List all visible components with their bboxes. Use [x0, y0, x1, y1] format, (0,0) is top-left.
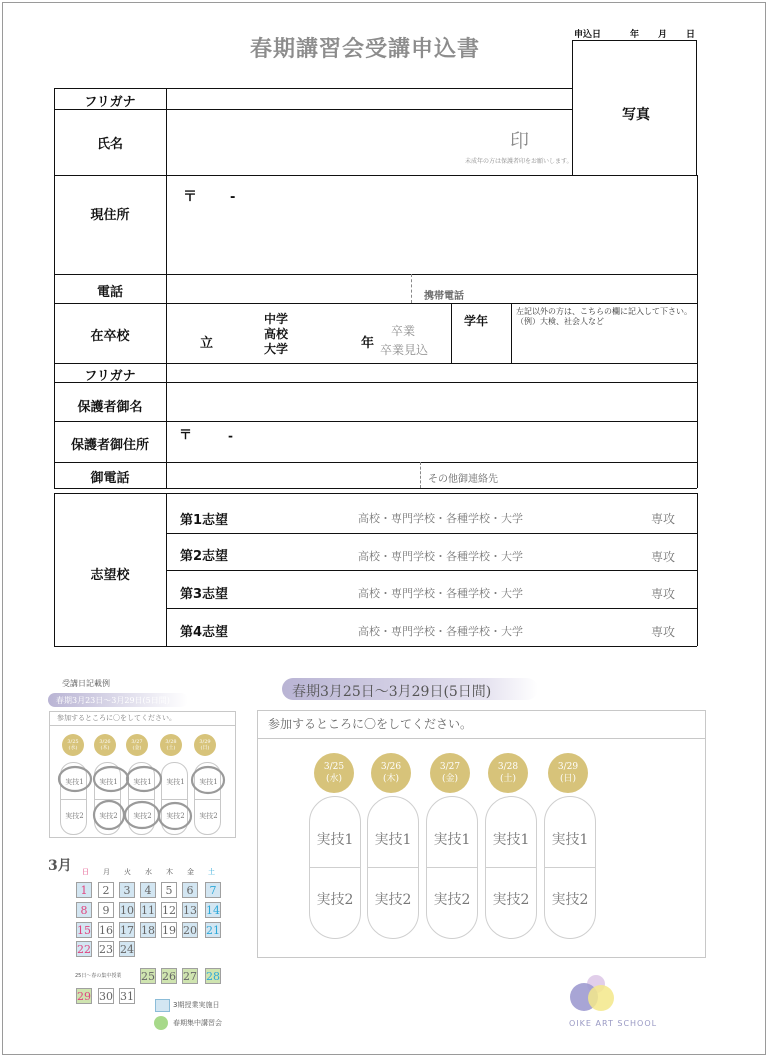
school-type-options[interactable]: [264, 312, 288, 357]
school-ritsu: 立: [200, 336, 214, 351]
guardian-address-field[interactable]: [167, 422, 696, 461]
cal-day: 16: [99, 924, 113, 937]
cal-day: 3: [119, 882, 135, 898]
example-mark: [127, 767, 161, 791]
example-mark: [125, 802, 159, 828]
postal-mark: 〒: [183, 189, 197, 205]
choice-3-major: 専攻: [651, 587, 676, 601]
example-slot-col-4: 実技1 実技2: [161, 762, 188, 835]
logo-mark-icon: [565, 970, 625, 1020]
cal-day: 7: [205, 882, 221, 898]
choice-3-types[interactable]: 高校・専門学校・各種学校・大学: [358, 587, 523, 600]
guardian-phone-field[interactable]: [167, 463, 419, 487]
slot-2-day-5[interactable]: 実技2: [551, 892, 589, 908]
example-circle-marks: [55, 760, 240, 842]
date-label: 申込日: [574, 30, 602, 40]
example-slot-col-2: 実技1 実技2: [94, 762, 121, 835]
day-3: 3/27 (金): [430, 753, 470, 793]
cal-day: 28: [206, 970, 220, 983]
intensive-label: 25日〜春の集中授業: [75, 973, 122, 979]
date-month: 月: [658, 30, 668, 40]
mobile-label: 携帯電話: [424, 291, 464, 302]
cal-day: 27: [183, 970, 197, 983]
slot-2-day-1[interactable]: 実技2: [316, 892, 354, 908]
example-period: 春期3月23日～3月29日(5日間): [56, 696, 170, 705]
furigana-label: フリガナ: [84, 95, 136, 110]
example-slot-col-5: 実技1 実技2: [194, 762, 221, 835]
other-contact-label: その他御連絡先: [428, 474, 498, 485]
slot-column-5: [544, 796, 596, 939]
example-mark: [192, 767, 224, 793]
application-date: [574, 27, 696, 39]
attendance-instruction: 参加するところに〇をしてください。: [268, 717, 473, 731]
day-2: 3/26 (木): [371, 753, 411, 793]
day-5: 3/29 (日): [548, 753, 588, 793]
example-day-3: 3/27 (金): [126, 734, 148, 756]
school-type-middle: 中学: [264, 312, 289, 326]
mobile-field[interactable]: [412, 275, 696, 302]
cal-day: 18: [141, 924, 155, 937]
slot-1-day-3[interactable]: 実技1: [433, 832, 471, 848]
cal-day: 8: [76, 902, 92, 918]
furigana-field[interactable]: [167, 89, 571, 108]
cal-day: 6: [182, 882, 198, 898]
guardian-name-field[interactable]: [167, 383, 696, 420]
example-mark: [159, 803, 191, 829]
guardian-address-label: 保護者御住所: [70, 438, 149, 453]
legend-intensive-swatch: [154, 1016, 168, 1030]
example-mark: [94, 767, 128, 791]
school-year-mark: 年: [361, 336, 375, 351]
phone-field[interactable]: [167, 275, 410, 302]
choice-4-label: 第4志望: [180, 625, 229, 640]
choice-2-label: 第2志望: [180, 549, 229, 564]
cal-day: 11: [141, 904, 155, 917]
cal-day: 22: [77, 943, 91, 956]
cal-day: 5: [161, 882, 177, 898]
cal-day: 12: [162, 904, 176, 917]
dow-sat: 土: [208, 868, 215, 876]
address-label: 現住所: [90, 208, 130, 223]
slot-1-day-5[interactable]: 実技1: [551, 832, 589, 848]
legend-intensive-label: 春期集中講習会: [173, 1019, 222, 1027]
slot-column-1: [309, 796, 361, 939]
legend-regular-swatch: [155, 999, 170, 1012]
choice-2-major: 専攻: [651, 550, 676, 564]
example-slot-col-3: 実技1 実技2: [128, 762, 155, 835]
other-contact-field[interactable]: [421, 463, 696, 487]
grade-label: 学年: [464, 314, 489, 328]
photo-label: 写真: [622, 107, 650, 123]
cal-day: 10: [120, 904, 134, 917]
slot-2-day-3[interactable]: 実技2: [433, 892, 471, 908]
slot-1-day-1[interactable]: 実技1: [316, 832, 354, 848]
dow-tue: 火: [124, 868, 131, 876]
choice-1-types[interactable]: 高校・専門学校・各種学校・大学: [358, 512, 523, 525]
cal-day: 31: [120, 990, 134, 1003]
guardian-furigana-field[interactable]: [167, 364, 696, 381]
choice-1-label: 第1志望: [180, 513, 229, 528]
choice-2-types[interactable]: 高校・専門学校・各種学校・大学: [358, 550, 523, 563]
seal-mark: 印: [510, 130, 530, 152]
cal-day: 9: [98, 902, 114, 918]
guardian-name-label: 保護者御名: [77, 400, 143, 415]
cal-day: 30: [99, 990, 113, 1003]
choices-label: 志望校: [90, 568, 130, 583]
choice-4-types[interactable]: 高校・専門学校・各種学校・大学: [358, 625, 523, 638]
other-note: 左記以外の方は、こちらの欄に記入して下さい。（例）大検、社会人など: [516, 307, 692, 326]
school-type-university: 大学: [264, 342, 289, 356]
cal-day: 2: [98, 882, 114, 898]
date-year: 年: [630, 30, 640, 40]
example-instruction: 参加するところに〇をしてください。: [57, 714, 176, 722]
address-field[interactable]: [167, 176, 696, 273]
example-day-1: 3/25 (水): [62, 734, 84, 756]
slot-column-2: [367, 796, 419, 939]
cal-day: 24: [120, 943, 134, 956]
dow-wed: 水: [145, 868, 152, 876]
guardian-postal-dash: -: [228, 429, 233, 443]
example-mark: [94, 801, 124, 829]
choice-3-label: 第3志望: [180, 587, 229, 602]
phone-label: 電話: [96, 285, 123, 300]
cal-day: 14: [206, 904, 220, 917]
page-title: 春期講習会受講申込書: [250, 37, 481, 62]
cal-day: 15: [77, 924, 91, 937]
example-slot-col-1: 実技1 実技2: [60, 762, 87, 835]
grade-field[interactable]: [452, 304, 510, 362]
slot-column-4: [485, 796, 537, 939]
cal-day: 25: [141, 970, 155, 983]
cal-day: 4: [140, 882, 156, 898]
school-type-high: 高校: [264, 327, 289, 341]
name-label: 氏名: [96, 137, 123, 152]
date-day: 日: [686, 30, 696, 40]
day-4: 3/28 (土): [488, 753, 528, 793]
calendar-month: 3月: [48, 858, 72, 874]
dow-mon: 月: [103, 868, 110, 876]
graduated-option[interactable]: 卒業: [391, 324, 416, 338]
dow-fri: 金: [187, 868, 194, 876]
slot-2-day-4[interactable]: 実技2: [492, 892, 530, 908]
slot-1-day-4[interactable]: 実技1: [492, 832, 530, 848]
cal-day: 26: [162, 970, 176, 983]
postal-dash: -: [230, 190, 236, 205]
choice-4-major: 専攻: [651, 625, 676, 639]
day-1: 3/25 (水): [314, 753, 354, 793]
seal-note: 未成年の方は保護者印をお願いします。: [465, 158, 573, 165]
legend-regular-label: 3期授業実施日: [173, 1001, 220, 1009]
example-mark: [59, 767, 91, 791]
cal-day: 20: [183, 924, 197, 937]
cal-day: 13: [183, 904, 197, 917]
example-day-4: 3/28 (土): [160, 734, 182, 756]
slot-2-day-2[interactable]: 実技2: [374, 892, 412, 908]
cal-day: 23: [99, 943, 113, 956]
slot-column-3: [426, 796, 478, 939]
graduating-option[interactable]: 卒業見込: [380, 343, 429, 357]
slot-1-day-2[interactable]: 実技1: [374, 832, 412, 848]
example-day-2: 3/26 (木): [94, 734, 116, 756]
furigana2-label: フリガナ: [84, 369, 136, 384]
choice-1-major: 専攻: [651, 512, 676, 526]
guardian-phone-label: 御電話: [90, 471, 130, 486]
cal-day: 1: [76, 882, 92, 898]
cal-day: 21: [206, 924, 220, 937]
example-caption: 受講日記載例: [62, 679, 110, 688]
school-label: 在卒校: [90, 329, 130, 344]
cal-day: 19: [162, 924, 176, 937]
cal-day: 17: [120, 924, 134, 937]
calendar-dow-row: [76, 867, 226, 877]
dow-thu: 木: [166, 868, 173, 876]
dow-sun: 日: [82, 868, 89, 876]
cal-day: 29: [77, 990, 91, 1003]
logo-text: OIKE ART SCHOOL: [569, 1019, 658, 1028]
period-title: 春期3月25日～3月29日(5日間): [292, 684, 492, 700]
guardian-postal-mark: 〒: [179, 428, 193, 443]
example-day-5: 3/29 (日): [194, 734, 216, 756]
